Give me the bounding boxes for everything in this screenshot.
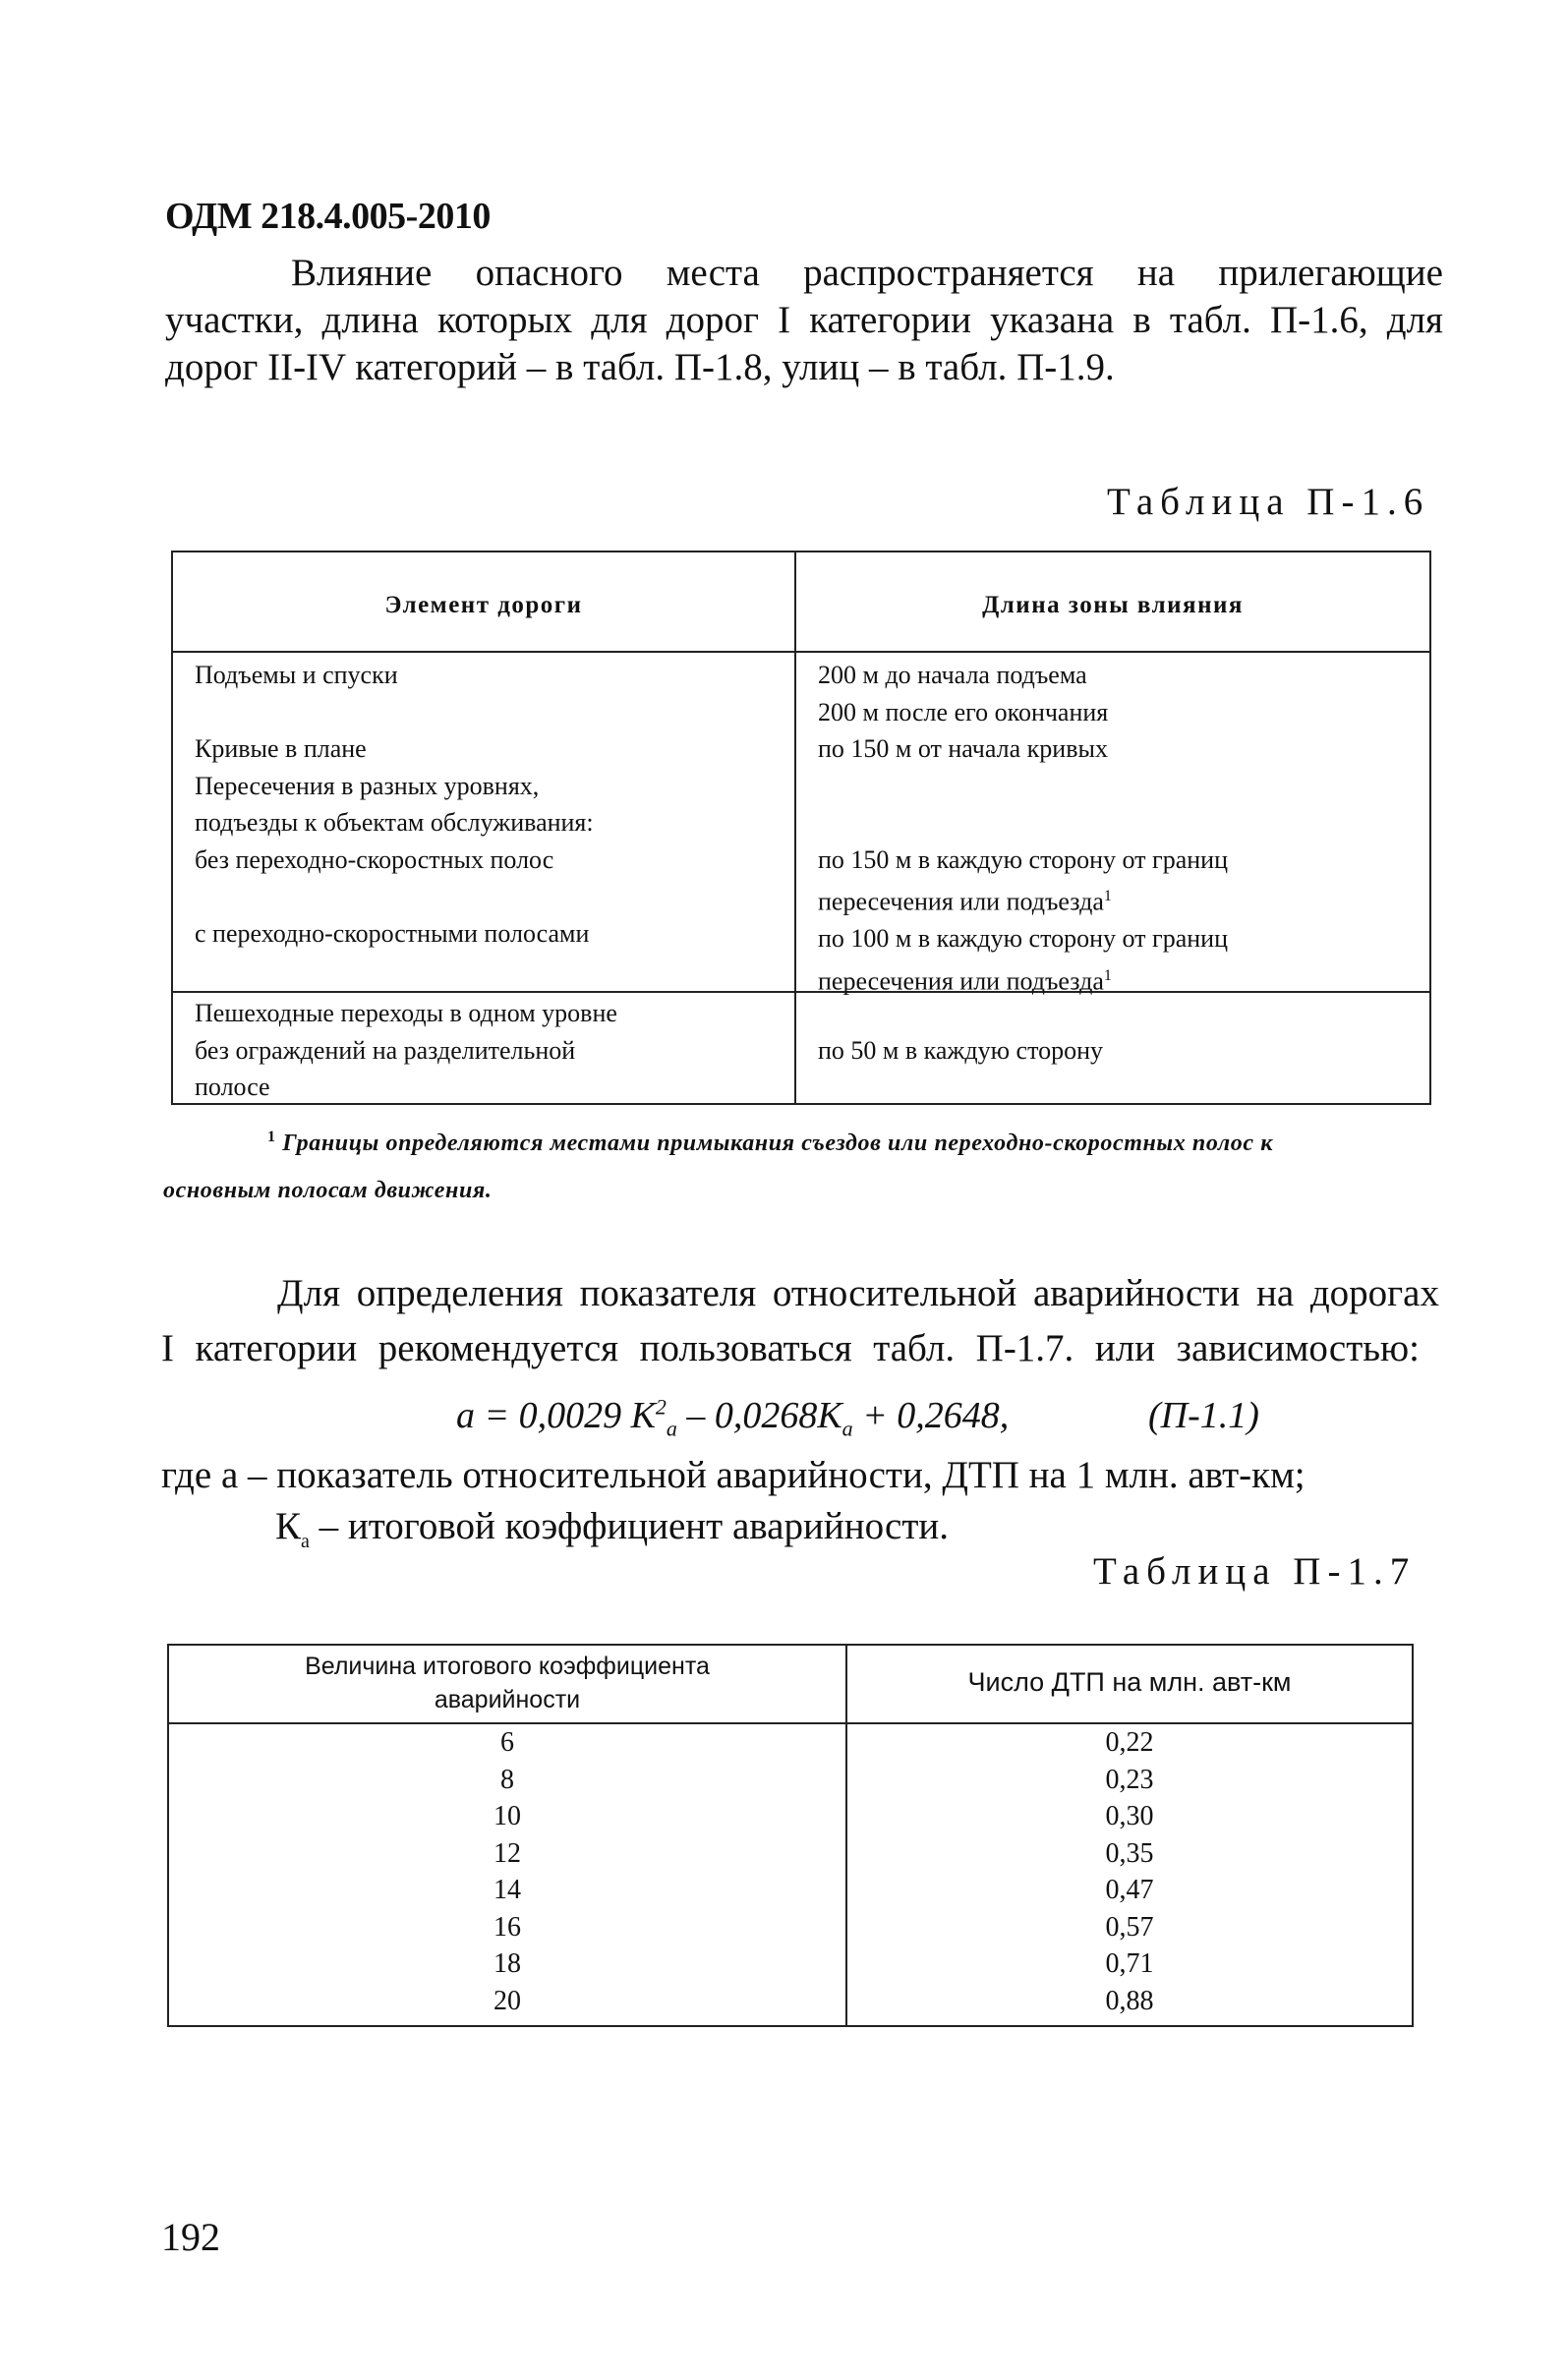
where-line-2 (275, 1504, 949, 1553)
table-17 (167, 1644, 1414, 2027)
table-16-col2-header: Длина зоны влияния (982, 592, 1244, 618)
formula (456, 1394, 1009, 1442)
intro-line-1: Влияние опасного места распространяется на прилегающие (291, 252, 1443, 294)
paragraph-2-line-1: Для определения показателя относительной аварийности на дорогах (277, 1272, 1439, 1314)
footnote-mark: 1 (1103, 966, 1112, 984)
where-k: К (275, 1505, 302, 1547)
page-number: 192 (161, 2215, 220, 2259)
table-cell-accidents: 0,23 (1105, 1764, 1154, 1795)
paragraph-2 (161, 1266, 1439, 1376)
footnote-line-2: основным полосам движения. (163, 1178, 493, 1203)
column-divider (794, 552, 796, 1103)
table-cell: пересечения или подъезда (818, 966, 1104, 996)
table-16-col1-header: Элемент дороги (384, 592, 583, 618)
table-16 (171, 551, 1431, 1105)
table-cell-coefficient: 20 (493, 1985, 521, 2016)
formula-rhs: + 0,2648, (852, 1395, 1010, 1436)
table-cell: с переходно-скоростными полосами (195, 918, 590, 948)
table-row (169, 1762, 1412, 1799)
intro-line-2: участки, длина которых для дорог I категории указана в табл. П-1.6, для (165, 299, 1443, 341)
table-cell: Кривые в плане (195, 734, 367, 763)
table-cell: по 150 м от начала кривых (818, 734, 1108, 763)
table-cell: по 150 м в каждую сторону от границ (818, 844, 1228, 874)
intro-line-3: дорог II-IV категорий – в табл. П-1.8, улиц – в табл. П-1.9. (165, 346, 1115, 388)
table-cell-accidents: 0,22 (1105, 1727, 1154, 1758)
table-cell-accidents: 0,88 (1105, 1985, 1154, 2016)
table-cell: Пересечения в разных уровнях, (195, 771, 540, 800)
table-cell-coefficient: 16 (493, 1911, 521, 1943)
table-cell-accidents: 0,30 (1105, 1801, 1154, 1831)
table-cell: 200 м после его окончания (818, 697, 1109, 726)
where-line-1: где а – показатель относительной аварийности, ДТП на 1 млн. авт-км; (161, 1454, 1306, 1496)
header-divider (173, 651, 1429, 653)
footnote-mark: 1 (1103, 888, 1112, 904)
document-code: ОДМ 218.4.005-2010 (165, 196, 491, 237)
table-16-right-cell (818, 657, 1228, 1000)
table-16-pedestrian-cell (195, 995, 617, 1106)
where-line-2-text: – итоговой коэффициент аварийности. (309, 1505, 950, 1547)
table-cell-accidents: 0,71 (1105, 1948, 1154, 1979)
formula-lhs: а = 0,0029 К (456, 1395, 656, 1436)
table-cell: Пешеходные переходы в одном уровне (195, 999, 617, 1027)
table-cell-coefficient: 18 (493, 1948, 521, 1979)
table-cell-accidents: 0,57 (1105, 1911, 1154, 1943)
table-cell: 200 м до начала подъема (818, 661, 1087, 689)
table-17-col1-header-line-2: аварийности (434, 1686, 581, 1713)
table-17-caption: Таблица П-1.7 (1093, 1550, 1417, 1593)
table-cell-accidents: 0,35 (1105, 1837, 1154, 1869)
intro-paragraph (165, 250, 1443, 391)
table-row (169, 1909, 1412, 1946)
formula-sub: а (666, 1416, 677, 1441)
equation-number: (П-1.1) (1148, 1395, 1259, 1436)
table-17-col1-header-line-1: Величина итогового коэффициента (305, 1653, 710, 1680)
footnote (267, 1129, 1273, 1157)
row-divider (173, 991, 1429, 993)
paragraph-2-line-2: I категории рекомендуется пользоваться табл. П-1.7. или зависимостью: (161, 1327, 1420, 1369)
table-row (169, 1983, 1412, 2020)
table-17-body (169, 1724, 1412, 2019)
table-16-left-cell (195, 657, 594, 952)
table-row (169, 1798, 1412, 1835)
table-16-caption: Таблица П-1.6 (1107, 481, 1430, 523)
table-cell: пересечения или подъезда (818, 887, 1104, 916)
formula-sup: 2 (655, 1394, 667, 1420)
formula-mid: – 0,0268К (676, 1395, 842, 1436)
footnote-mark: 1 (267, 1129, 276, 1145)
table-cell: по 100 м в каждую сторону от границ (818, 924, 1228, 954)
table-16-pedestrian-value (818, 1032, 1103, 1070)
table-cell: по 50 м в каждую сторону (818, 1036, 1104, 1065)
table-cell-coefficient: 14 (493, 1875, 521, 1905)
table-17-col2-header: Число ДТП на млн. авт-км (967, 1667, 1292, 1697)
table-cell-coefficient: 6 (500, 1727, 514, 1758)
table-row (169, 1872, 1412, 1909)
formula-sub: а (842, 1416, 853, 1441)
table-cell: Подъемы и спуски (195, 661, 398, 689)
table-cell: без ограждений на разделительной (195, 1035, 576, 1065)
table-cell-coefficient: 12 (493, 1837, 521, 1869)
where-k-sub: а (301, 1530, 310, 1552)
table-row (169, 1835, 1412, 1873)
table-row (169, 1724, 1412, 1762)
table-17-col1-header (169, 1650, 845, 1716)
table-row (169, 1945, 1412, 1983)
table-cell: полосе (195, 1073, 270, 1101)
table-cell-coefficient: 8 (500, 1764, 514, 1795)
table-cell-coefficient: 10 (493, 1801, 521, 1831)
table-cell: подъезды к объектам обслуживания: (195, 808, 594, 837)
footnote-line-1: Границы определяются местами примыкания съездов или переходно-скоростных полос к (282, 1131, 1273, 1156)
table-cell: без переходно-скоростных полос (195, 844, 554, 874)
table-cell-accidents: 0,47 (1105, 1875, 1154, 1905)
